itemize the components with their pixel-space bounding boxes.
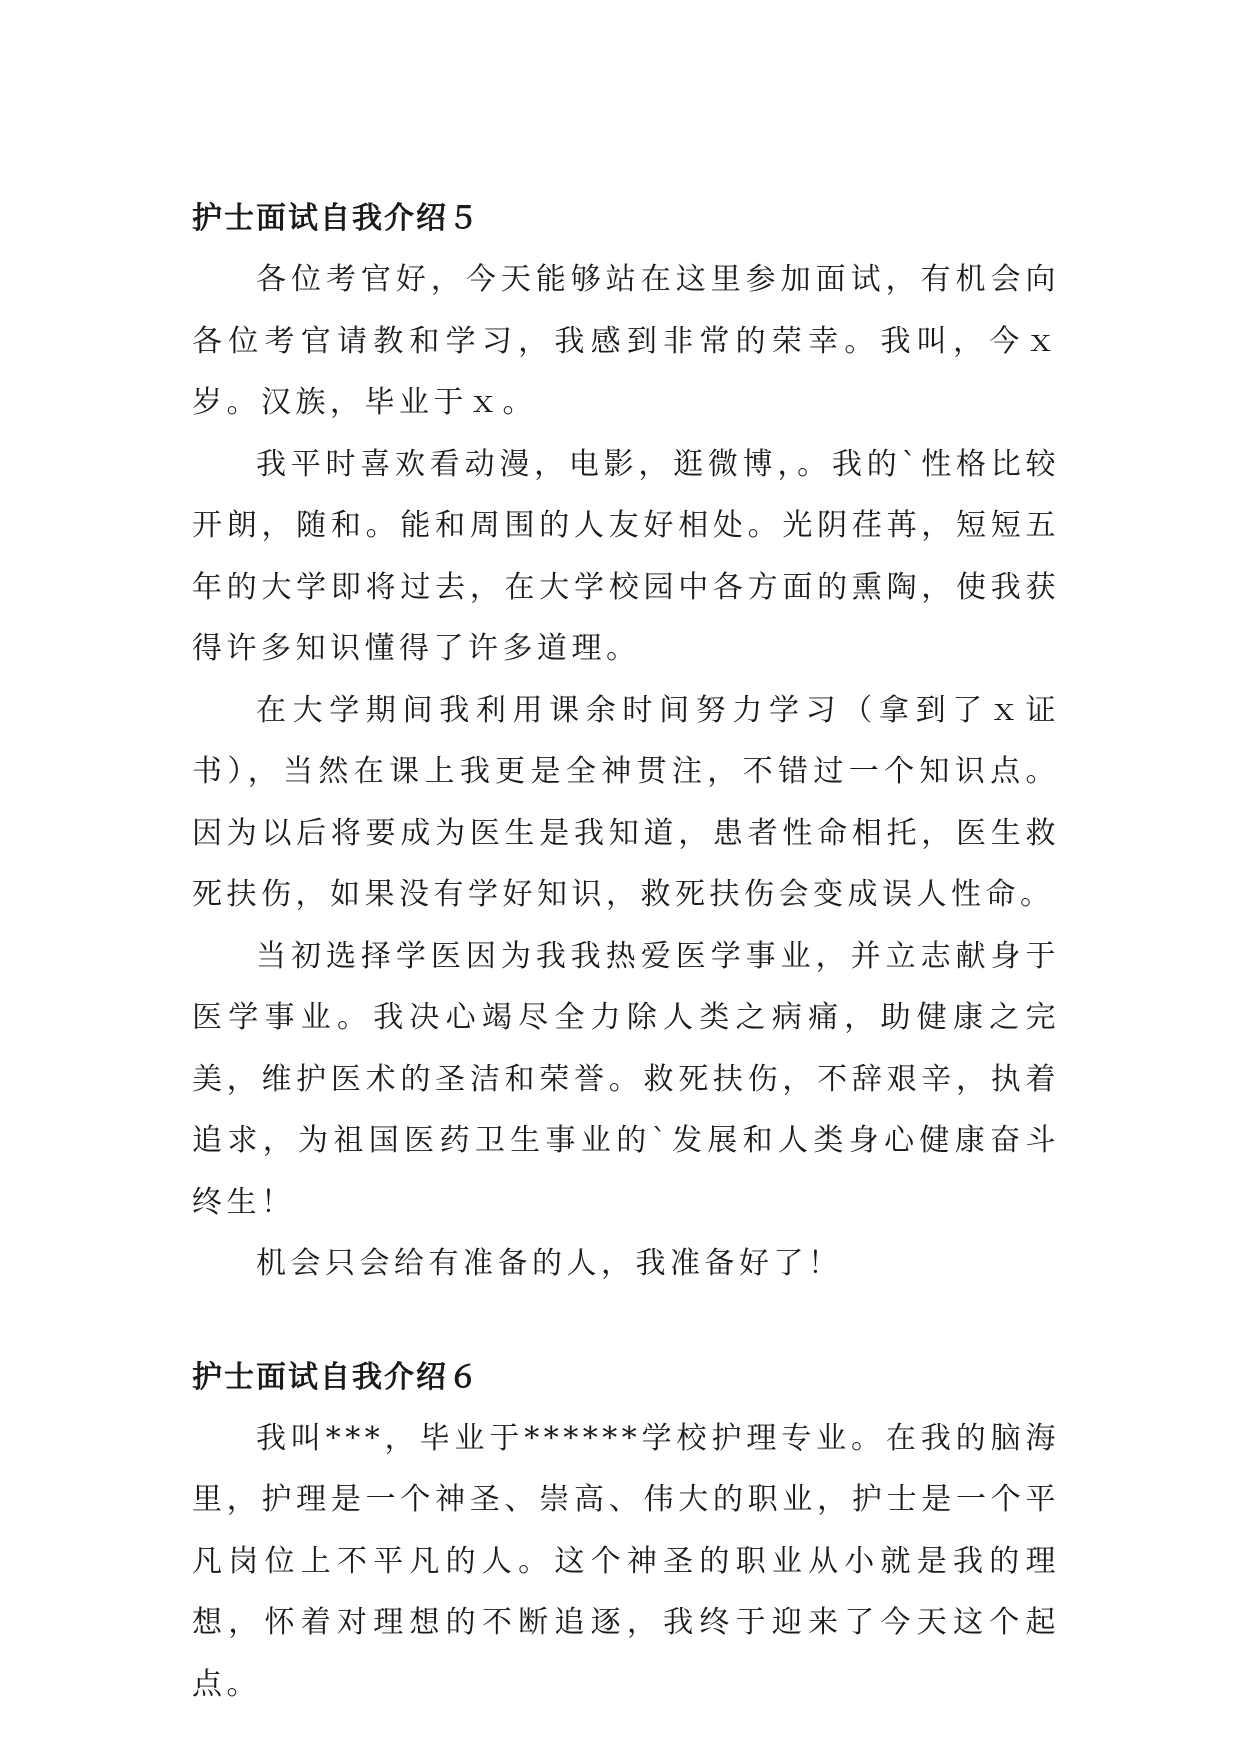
paragraph: 各位考官好，今天能够站在这里参加面试，有机会向各位考官请教和学习，我感到非常的荣幸。我叫，今ｘ岁。汉族，毕业于ｘ。: [192, 262, 1060, 420]
paragraph: 我叫***，毕业于******学校护理专业。在我的脑海里，护理是一个神圣、崇高、伟大的职业，护士是一个平凡岗位上不平凡的人。这个神圣的职业从小就是我的理想，怀着对理想的不断追逐，我终于迎来了今天这个起点。: [192, 1420, 1060, 1702]
section-heading: 护士面试自我介绍５: [192, 201, 480, 236]
paragraph: 我平时喜欢看动漫，电影，逛微博，。我的`性格比较开朗，随和。能和周围的人友好相处。光阴荏苒，短短五年的大学即将过去，在大学校园中各方面的熏陶，使我获得许多知识懂得了许多道理。: [192, 446, 1060, 666]
document-body: [192, 188, 1060, 1715]
paragraph: 机会只会给有准备的人，我准备好了！: [256, 1246, 843, 1281]
paragraph: 在大学期间我利用课余时间努力学习（拿到了ｘ证书），当然在课上我更是全神贯注，不错过一个知识点。因为以后将要成为医生是我知道，患者性命相托，医生救死扶伤，如果没有学好知识，救死扶伤会变成误人性命。: [192, 692, 1060, 912]
section-heading: 护士面试自我介绍６: [192, 1359, 480, 1395]
paragraph: 当初选择学医因为我我热爱医学事业，并立志献身于医学事业。我决心竭尽全力除人类之病痛，助健康之完美，维护医术的圣洁和荣誉。救死扶伤，不辞艰辛，执着追求，为祖国医药卫生事业的`发展和人类身心健康奋斗终生！: [192, 938, 1060, 1220]
section-intro-6: [192, 1347, 1060, 1716]
section-intro-5: [192, 188, 1060, 1295]
